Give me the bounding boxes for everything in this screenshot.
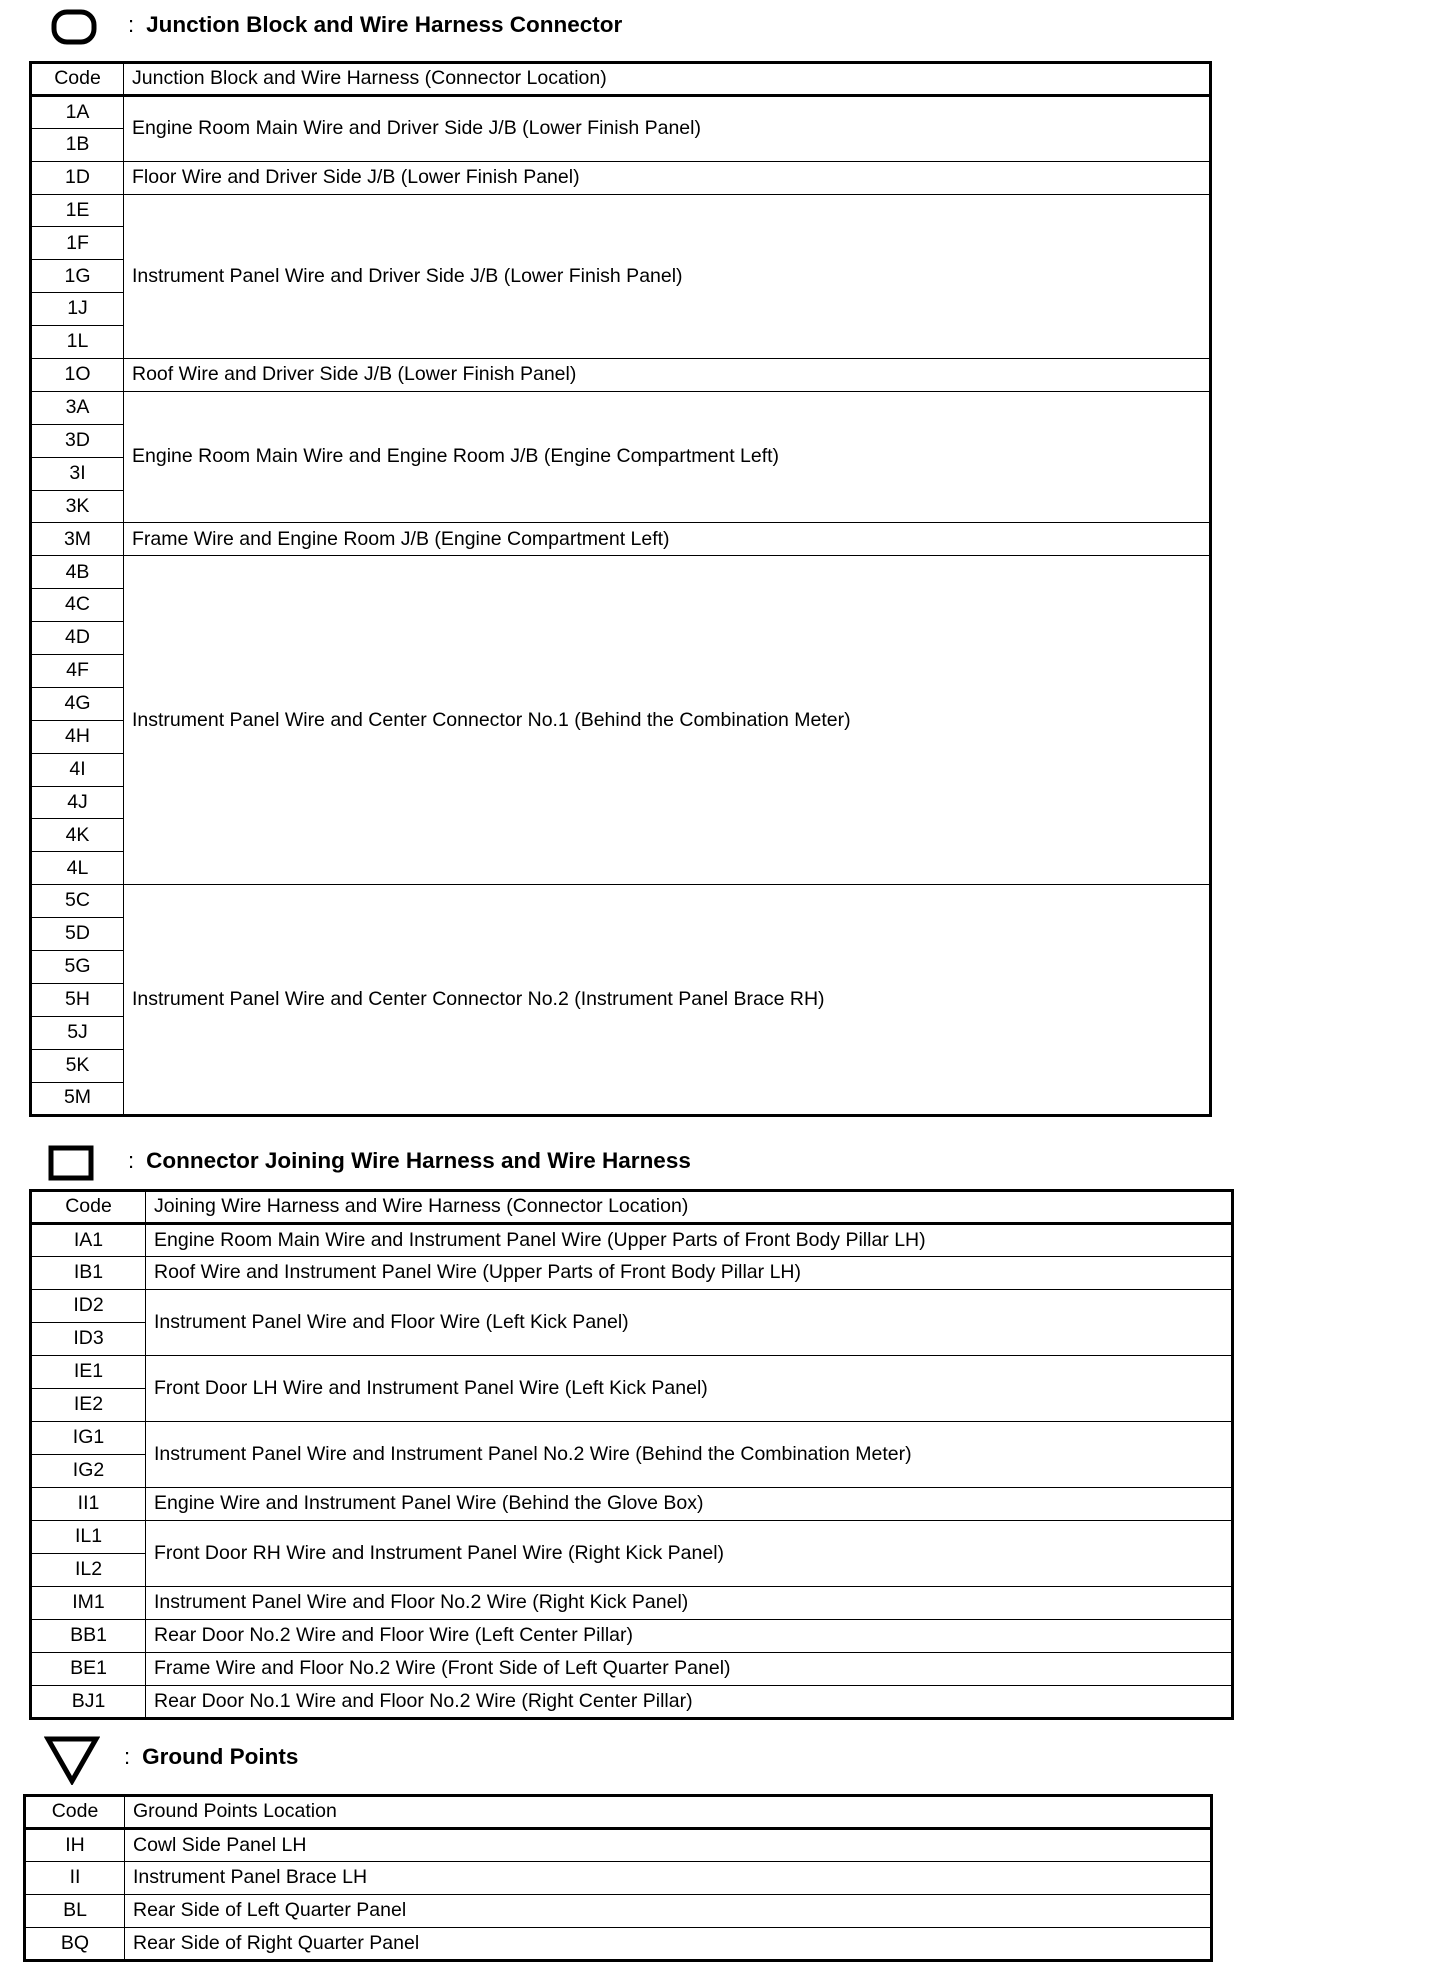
table-row bbox=[31, 1587, 1233, 1620]
connector-code: 4F bbox=[31, 655, 124, 688]
connector-code: ID2 bbox=[31, 1290, 146, 1323]
connector-code: BE1 bbox=[31, 1653, 146, 1686]
connector-code: ID3 bbox=[31, 1323, 146, 1356]
table-row bbox=[25, 1829, 1212, 1862]
connector-code: BQ bbox=[25, 1928, 125, 1961]
column-header-location: Junction Block and Wire Harness (Connector Location) bbox=[124, 63, 1211, 96]
connector-code: 1E bbox=[31, 194, 124, 227]
connector-code: 5H bbox=[31, 983, 124, 1016]
connector-code: 3D bbox=[31, 424, 124, 457]
connector-code: 3A bbox=[31, 391, 124, 424]
connector-location: Roof Wire and Driver Side J/B (Lower Finish Panel) bbox=[124, 359, 1211, 392]
table-row bbox=[31, 194, 1211, 227]
ground-point-symbol-icon bbox=[44, 1735, 100, 1785]
junction-block-table bbox=[29, 61, 1212, 1117]
connector-symbol-icon bbox=[48, 1145, 94, 1181]
connector-location: Rear Door No.2 Wire and Floor Wire (Left Center Pillar) bbox=[146, 1620, 1233, 1653]
table-row bbox=[31, 95, 1211, 128]
table-row bbox=[31, 359, 1211, 392]
connector-code: IE2 bbox=[31, 1389, 146, 1422]
connector-code: 1F bbox=[31, 227, 124, 260]
ground-points-table bbox=[23, 1794, 1213, 1962]
connector-code: 3K bbox=[31, 490, 124, 523]
connector-code: 1J bbox=[31, 293, 124, 326]
connector-location: Engine Room Main Wire and Instrument Panel Wire (Upper Parts of Front Body Pillar LH) bbox=[146, 1224, 1233, 1257]
connector-code: IB1 bbox=[31, 1257, 146, 1290]
table-row bbox=[31, 885, 1211, 918]
connector-code: 1D bbox=[31, 161, 124, 194]
section-header-junction-block: : Junction Block and Wire Harness Connector bbox=[128, 12, 623, 37]
connector-location: Rear Door No.1 Wire and Floor No.2 Wire (Right Center Pillar) bbox=[146, 1686, 1233, 1719]
connector-code: 1L bbox=[31, 326, 124, 359]
connector-code: 4D bbox=[31, 622, 124, 655]
connector-location: Frame Wire and Engine Room J/B (Engine Compartment Left) bbox=[124, 523, 1211, 556]
connector-code: IG1 bbox=[31, 1422, 146, 1455]
table-header-row bbox=[31, 1191, 1233, 1224]
connector-code: 4H bbox=[31, 720, 124, 753]
connector-code: 1B bbox=[31, 128, 124, 161]
section-title: Ground Points bbox=[142, 1744, 299, 1769]
column-header-code: Code bbox=[31, 1191, 146, 1224]
connector-code: BJ1 bbox=[31, 1686, 146, 1719]
column-header-code: Code bbox=[31, 63, 124, 96]
connector-location: Instrument Panel Wire and Driver Side J/B (Lower Finish Panel) bbox=[124, 194, 1211, 358]
table-row bbox=[31, 161, 1211, 194]
section-header-connector: : Connector Joining Wire Harness and Wire Harness bbox=[128, 1148, 691, 1173]
connector-code: 4I bbox=[31, 753, 124, 786]
column-header-code: Code bbox=[25, 1796, 125, 1829]
section-title: Connector Joining Wire Harness and Wire Harness bbox=[146, 1148, 691, 1173]
connector-code: 4G bbox=[31, 687, 124, 720]
connector-code: 3I bbox=[31, 457, 124, 490]
connector-code: 5K bbox=[31, 1049, 124, 1082]
connector-code: 4L bbox=[31, 852, 124, 885]
connector-code: II bbox=[25, 1862, 125, 1895]
connector-location: Instrument Panel Brace LH bbox=[125, 1862, 1212, 1895]
connector-code: 5J bbox=[31, 1016, 124, 1049]
connector-code: IG2 bbox=[31, 1455, 146, 1488]
connector-location: Instrument Panel Wire and Center Connector No.2 (Instrument Panel Brace RH) bbox=[124, 885, 1211, 1115]
connector-location: Front Door LH Wire and Instrument Panel Wire (Left Kick Panel) bbox=[146, 1356, 1233, 1422]
table-row bbox=[31, 1488, 1233, 1521]
table-header-row bbox=[25, 1796, 1212, 1829]
connector-location: Roof Wire and Instrument Panel Wire (Upper Parts of Front Body Pillar LH) bbox=[146, 1257, 1233, 1290]
table-row bbox=[31, 1653, 1233, 1686]
connector-code: 1G bbox=[31, 260, 124, 293]
connector-code: 3M bbox=[31, 523, 124, 556]
table-row bbox=[31, 1290, 1233, 1323]
connector-location: Frame Wire and Floor No.2 Wire (Front Side of Left Quarter Panel) bbox=[146, 1653, 1233, 1686]
connector-code: IE1 bbox=[31, 1356, 146, 1389]
table-row bbox=[31, 1620, 1233, 1653]
connector-code: 5C bbox=[31, 885, 124, 918]
table-row bbox=[31, 556, 1211, 589]
connector-code: IL2 bbox=[31, 1554, 146, 1587]
connector-location: Rear Side of Left Quarter Panel bbox=[125, 1895, 1212, 1928]
connector-location: Rear Side of Right Quarter Panel bbox=[125, 1928, 1212, 1961]
connector-code: 4J bbox=[31, 786, 124, 819]
table-row bbox=[31, 1257, 1233, 1290]
connector-code: 5G bbox=[31, 951, 124, 984]
table-header-row bbox=[31, 63, 1211, 96]
table-row bbox=[31, 1224, 1233, 1257]
column-header-location: Joining Wire Harness and Wire Harness (Connector Location) bbox=[146, 1191, 1233, 1224]
connector-code: IM1 bbox=[31, 1587, 146, 1620]
connector-code: II1 bbox=[31, 1488, 146, 1521]
connector-location: Instrument Panel Wire and Instrument Panel No.2 Wire (Behind the Combination Meter) bbox=[146, 1422, 1233, 1488]
connector-table bbox=[29, 1189, 1234, 1720]
connector-location: Floor Wire and Driver Side J/B (Lower Finish Panel) bbox=[124, 161, 1211, 194]
table-row bbox=[31, 1422, 1233, 1455]
connector-location: Instrument Panel Wire and Center Connector No.1 (Behind the Combination Meter) bbox=[124, 556, 1211, 885]
connector-location: Instrument Panel Wire and Floor Wire (Left Kick Panel) bbox=[146, 1290, 1233, 1356]
connector-code: 5D bbox=[31, 918, 124, 951]
connector-code: IH bbox=[25, 1829, 125, 1862]
table-row bbox=[25, 1928, 1212, 1961]
connector-location: Engine Room Main Wire and Engine Room J/B (Engine Compartment Left) bbox=[124, 391, 1211, 523]
connector-code: 4K bbox=[31, 819, 124, 852]
connector-code: IL1 bbox=[31, 1521, 146, 1554]
connector-code: 1O bbox=[31, 359, 124, 392]
table-row bbox=[31, 1686, 1233, 1719]
connector-location: Instrument Panel Wire and Floor No.2 Wire (Right Kick Panel) bbox=[146, 1587, 1233, 1620]
table-row bbox=[25, 1862, 1212, 1895]
section-title: Junction Block and Wire Harness Connector bbox=[146, 12, 623, 37]
connector-location: Engine Room Main Wire and Driver Side J/B (Lower Finish Panel) bbox=[124, 95, 1211, 161]
connector-code: IA1 bbox=[31, 1224, 146, 1257]
connector-code: 4B bbox=[31, 556, 124, 589]
connector-location: Cowl Side Panel LH bbox=[125, 1829, 1212, 1862]
connector-code: BB1 bbox=[31, 1620, 146, 1653]
connector-code: BL bbox=[25, 1895, 125, 1928]
connector-location: Engine Wire and Instrument Panel Wire (Behind the Glove Box) bbox=[146, 1488, 1233, 1521]
table-row bbox=[31, 1356, 1233, 1389]
column-header-location: Ground Points Location bbox=[125, 1796, 1212, 1829]
connector-location: Front Door RH Wire and Instrument Panel Wire (Right Kick Panel) bbox=[146, 1521, 1233, 1587]
table-row bbox=[31, 523, 1211, 556]
table-row bbox=[31, 391, 1211, 424]
table-row bbox=[31, 1521, 1233, 1554]
connector-code: 4C bbox=[31, 589, 124, 622]
connector-code: 5M bbox=[31, 1082, 124, 1115]
connector-code: 1A bbox=[31, 95, 124, 128]
junction-block-symbol-icon bbox=[50, 8, 98, 46]
section-header-ground-points: : Ground Points bbox=[124, 1744, 299, 1769]
table-row bbox=[25, 1895, 1212, 1928]
